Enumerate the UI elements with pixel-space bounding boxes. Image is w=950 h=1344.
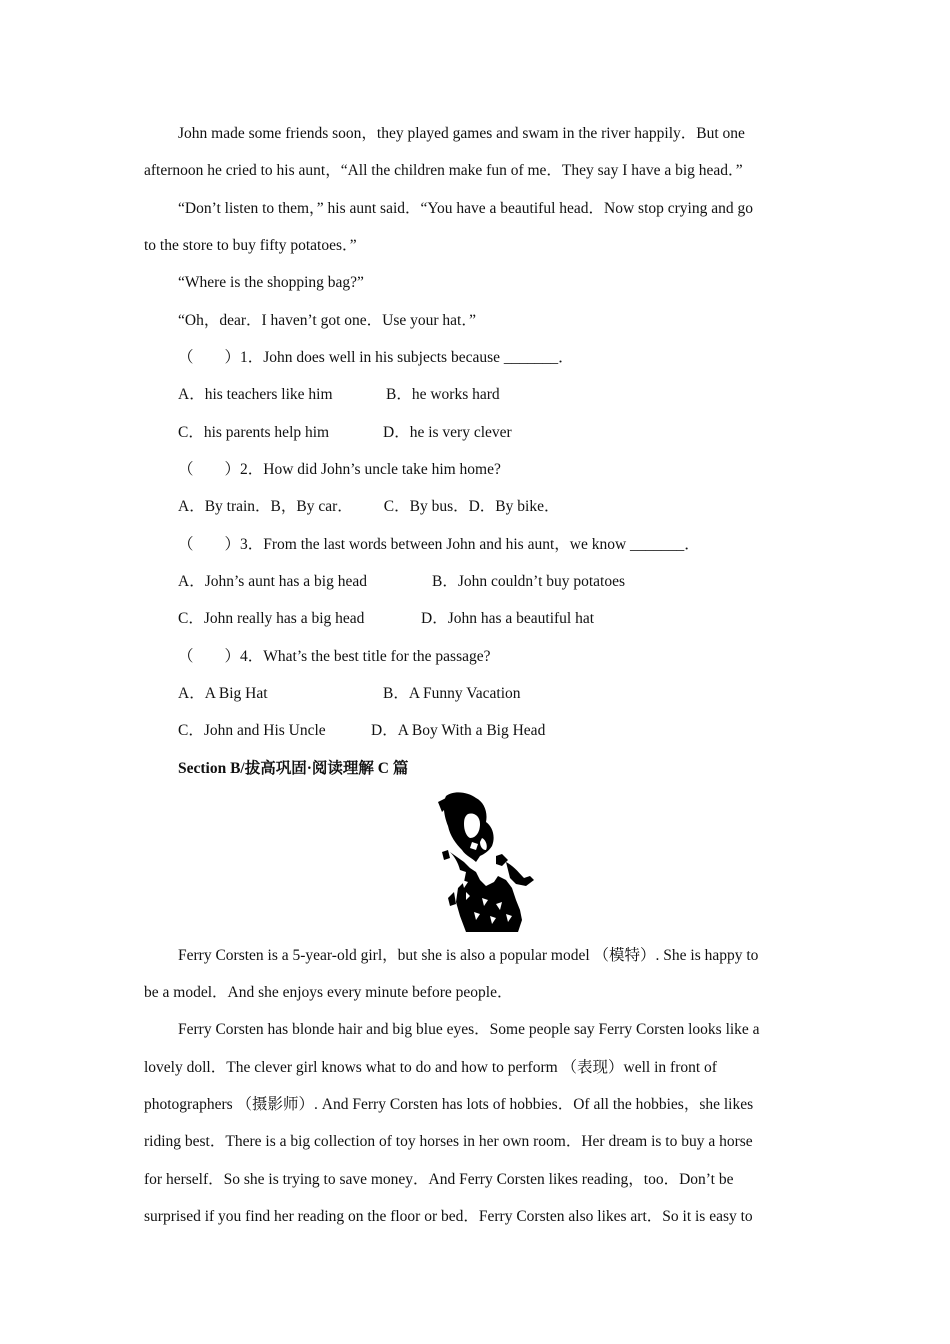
passage1-p1-line1: John made some friends soon，they played games and swam in the river happily．But one xyxy=(178,125,745,142)
passage2-p2-line6: surprised if you find her reading on the floor or bed．Ferry Corsten also likes art．So it is easy to xyxy=(144,1208,753,1225)
girl-photo xyxy=(436,792,536,934)
question-1-option-c: C．his parents help him xyxy=(178,424,330,441)
question-3-stem: （ ）3．From the last words between John and his aunt，we know _______． xyxy=(178,536,700,553)
question-1-option-a: A．his teachers like him xyxy=(178,386,333,403)
passage1-p4: “Oh，dear．I haven’t got one．Use your hat．” xyxy=(178,312,476,329)
passage1-p3: “Where is the shopping bag?” xyxy=(178,274,364,291)
question-3-option-d: D．John has a beautiful hat xyxy=(421,610,595,627)
passage1-p2-line2: to the store to buy fifty potatoes．” xyxy=(144,237,357,254)
passage2-p2-line2: lovely doll．The clever girl knows what to do and how to perform （表现）well in front of xyxy=(144,1059,717,1076)
question-1-option-d: D．he is very clever xyxy=(383,424,512,441)
section-heading: Section B/拔高巩固·阅读理解 C 篇 xyxy=(178,760,409,777)
question-1-stem: （ ）1．John does well in his subjects because _______． xyxy=(178,349,574,366)
question-2-options: A．By train．B，By car． C．By bus．D．By bike． xyxy=(178,498,560,515)
passage2-p2-line1: Ferry Corsten has blonde hair and big blue eyes．Some people say Ferry Corsten looks like a xyxy=(178,1021,760,1038)
question-4-option-b: B．A Funny Vacation xyxy=(383,685,521,702)
question-3-option-c: C．John really has a big head xyxy=(178,610,365,627)
passage2-p2-line3: photographers （摄影师）. And Ferry Corsten has lots of hobbies．Of all the hobbies，she likes xyxy=(144,1096,754,1113)
question-4-option-d: D．A Boy With a Big Head xyxy=(371,722,546,739)
passage2-p2-line5: for herself．So she is trying to save money．And Ferry Corsten likes reading，too．Don’t be xyxy=(144,1171,734,1188)
passage2-p2-line4: riding best．There is a big collection of toy horses in her own room．Her dream is to buy a horse xyxy=(144,1133,753,1150)
passage1-p2-line1: “Don’t listen to them，” his aunt said．“You have a beautiful head．Now stop crying and go xyxy=(178,200,753,217)
question-4-option-c: C．John and His Uncle xyxy=(178,722,326,739)
passage1-p1-line2: afternoon he cried to his aunt，“All the children make fun of me．They say I have a big head．” xyxy=(144,162,743,179)
question-3-option-a: A．John’s aunt has a big head xyxy=(178,573,367,590)
passage2-p1-line2: be a model．And she enjoys every minute before people． xyxy=(144,984,513,1001)
passage2-p1-line1: Ferry Corsten is a 5-year-old girl，but she is also a popular model （模特）. She is happy to xyxy=(178,947,759,964)
question-4-stem: （ ）4．What’s the best title for the passage? xyxy=(178,648,491,665)
question-4-option-a: A．A Big Hat xyxy=(178,685,268,702)
question-2-stem: （ ）2．How did John’s uncle take him home? xyxy=(178,461,501,478)
question-1-option-b: B．he works hard xyxy=(386,386,500,403)
question-3-option-b: B．John couldn’t buy potatoes xyxy=(432,573,626,590)
